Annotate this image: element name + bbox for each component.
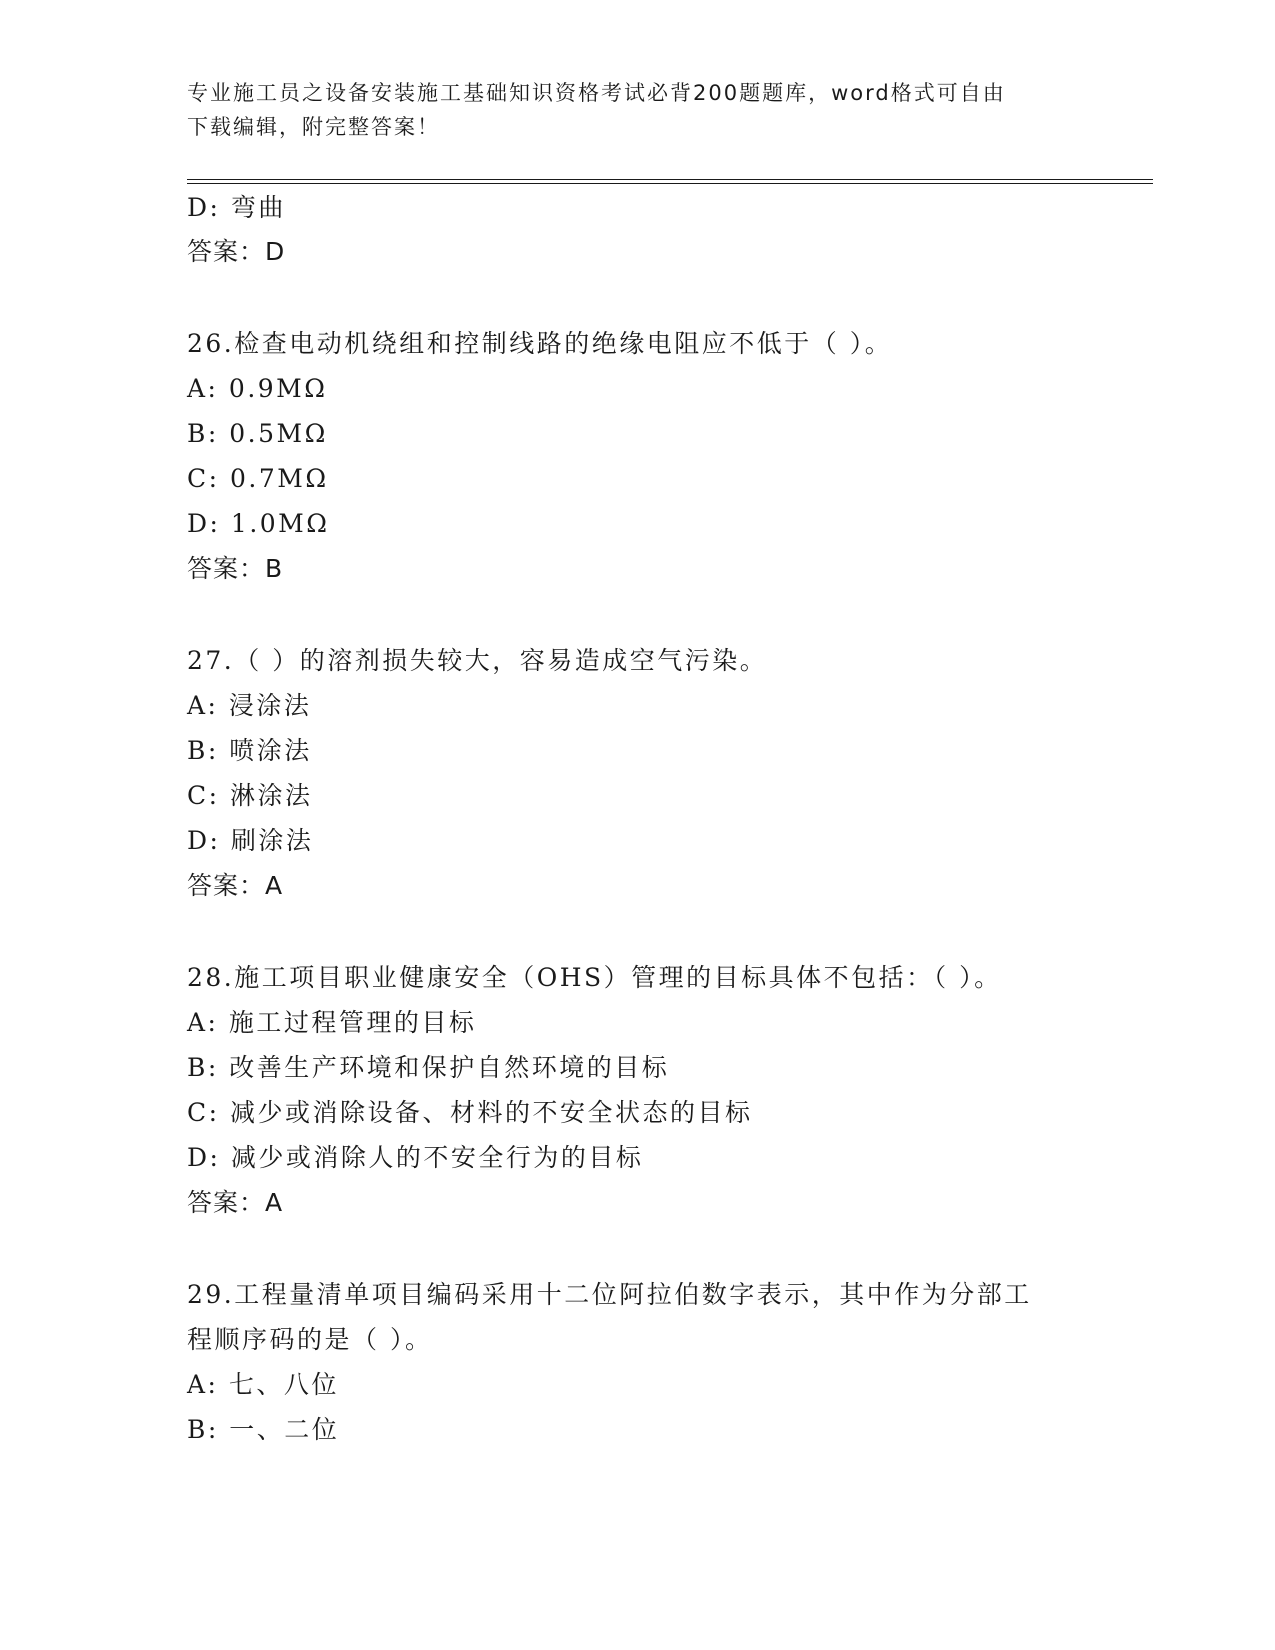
q28-option-b: B: 改善生产环境和保护自然环境的目标 [187, 1053, 670, 1082]
q27-answer: 答案：A [187, 871, 284, 900]
header-divider-bottom [187, 183, 1153, 184]
q26-option-b: B: 0.5MΩ [187, 419, 328, 448]
q29-question-line-1: 29.工程量清单项目编码采用十二位阿拉伯数字表示，其中作为分部工 [187, 1280, 1032, 1309]
q28-option-d: D: 减少或消除人的不安全行为的目标 [187, 1143, 644, 1172]
q29-question-line-2: 程顺序码的是（ ）。 [187, 1325, 433, 1354]
header-line-1: 专业施工员之设备安装施工基础知识资格考试必背200题题库，word格式可自由 [187, 81, 1006, 105]
page-header [187, 76, 1067, 144]
q27-option-d: D: 刷涂法 [187, 826, 314, 855]
q26-option-c: C: 0.7MΩ [187, 464, 329, 493]
q27-option-b: B: 喷涂法 [187, 736, 312, 765]
q28-question: 28.施工项目职业健康安全（OHS）管理的目标具体不包括：（ ）。 [187, 963, 1002, 992]
q26-question: 26.检查电动机绕组和控制线路的绝缘电阻应不低于（ ）。 [187, 329, 893, 358]
q27-option-c: C: 淋涂法 [187, 781, 313, 810]
q26-option-a: A: 0.9MΩ [187, 374, 328, 403]
q29-option-a: A: 七、八位 [187, 1370, 339, 1399]
q29-option-b: B: 一、二位 [187, 1415, 340, 1444]
q26-answer: 答案：B [187, 554, 284, 583]
header-line-2: 下载编辑，附完整答案！ [187, 115, 440, 139]
q28-answer: 答案：A [187, 1188, 284, 1217]
q28-option-a: A: 施工过程管理的目标 [187, 1008, 477, 1037]
q26-option-d: D: 1.0MΩ [187, 509, 330, 538]
q27-option-a: A: 浸涂法 [187, 691, 312, 720]
q25-option-d: D: 弯曲 [187, 193, 286, 222]
header-divider-top [187, 179, 1153, 180]
q25-answer: 答案：D [187, 237, 286, 266]
q28-option-c: C: 减少或消除设备、材料的不安全状态的目标 [187, 1098, 753, 1127]
q27-question: 27.（ ）的溶剂损失较大，容易造成空气污染。 [187, 646, 768, 675]
